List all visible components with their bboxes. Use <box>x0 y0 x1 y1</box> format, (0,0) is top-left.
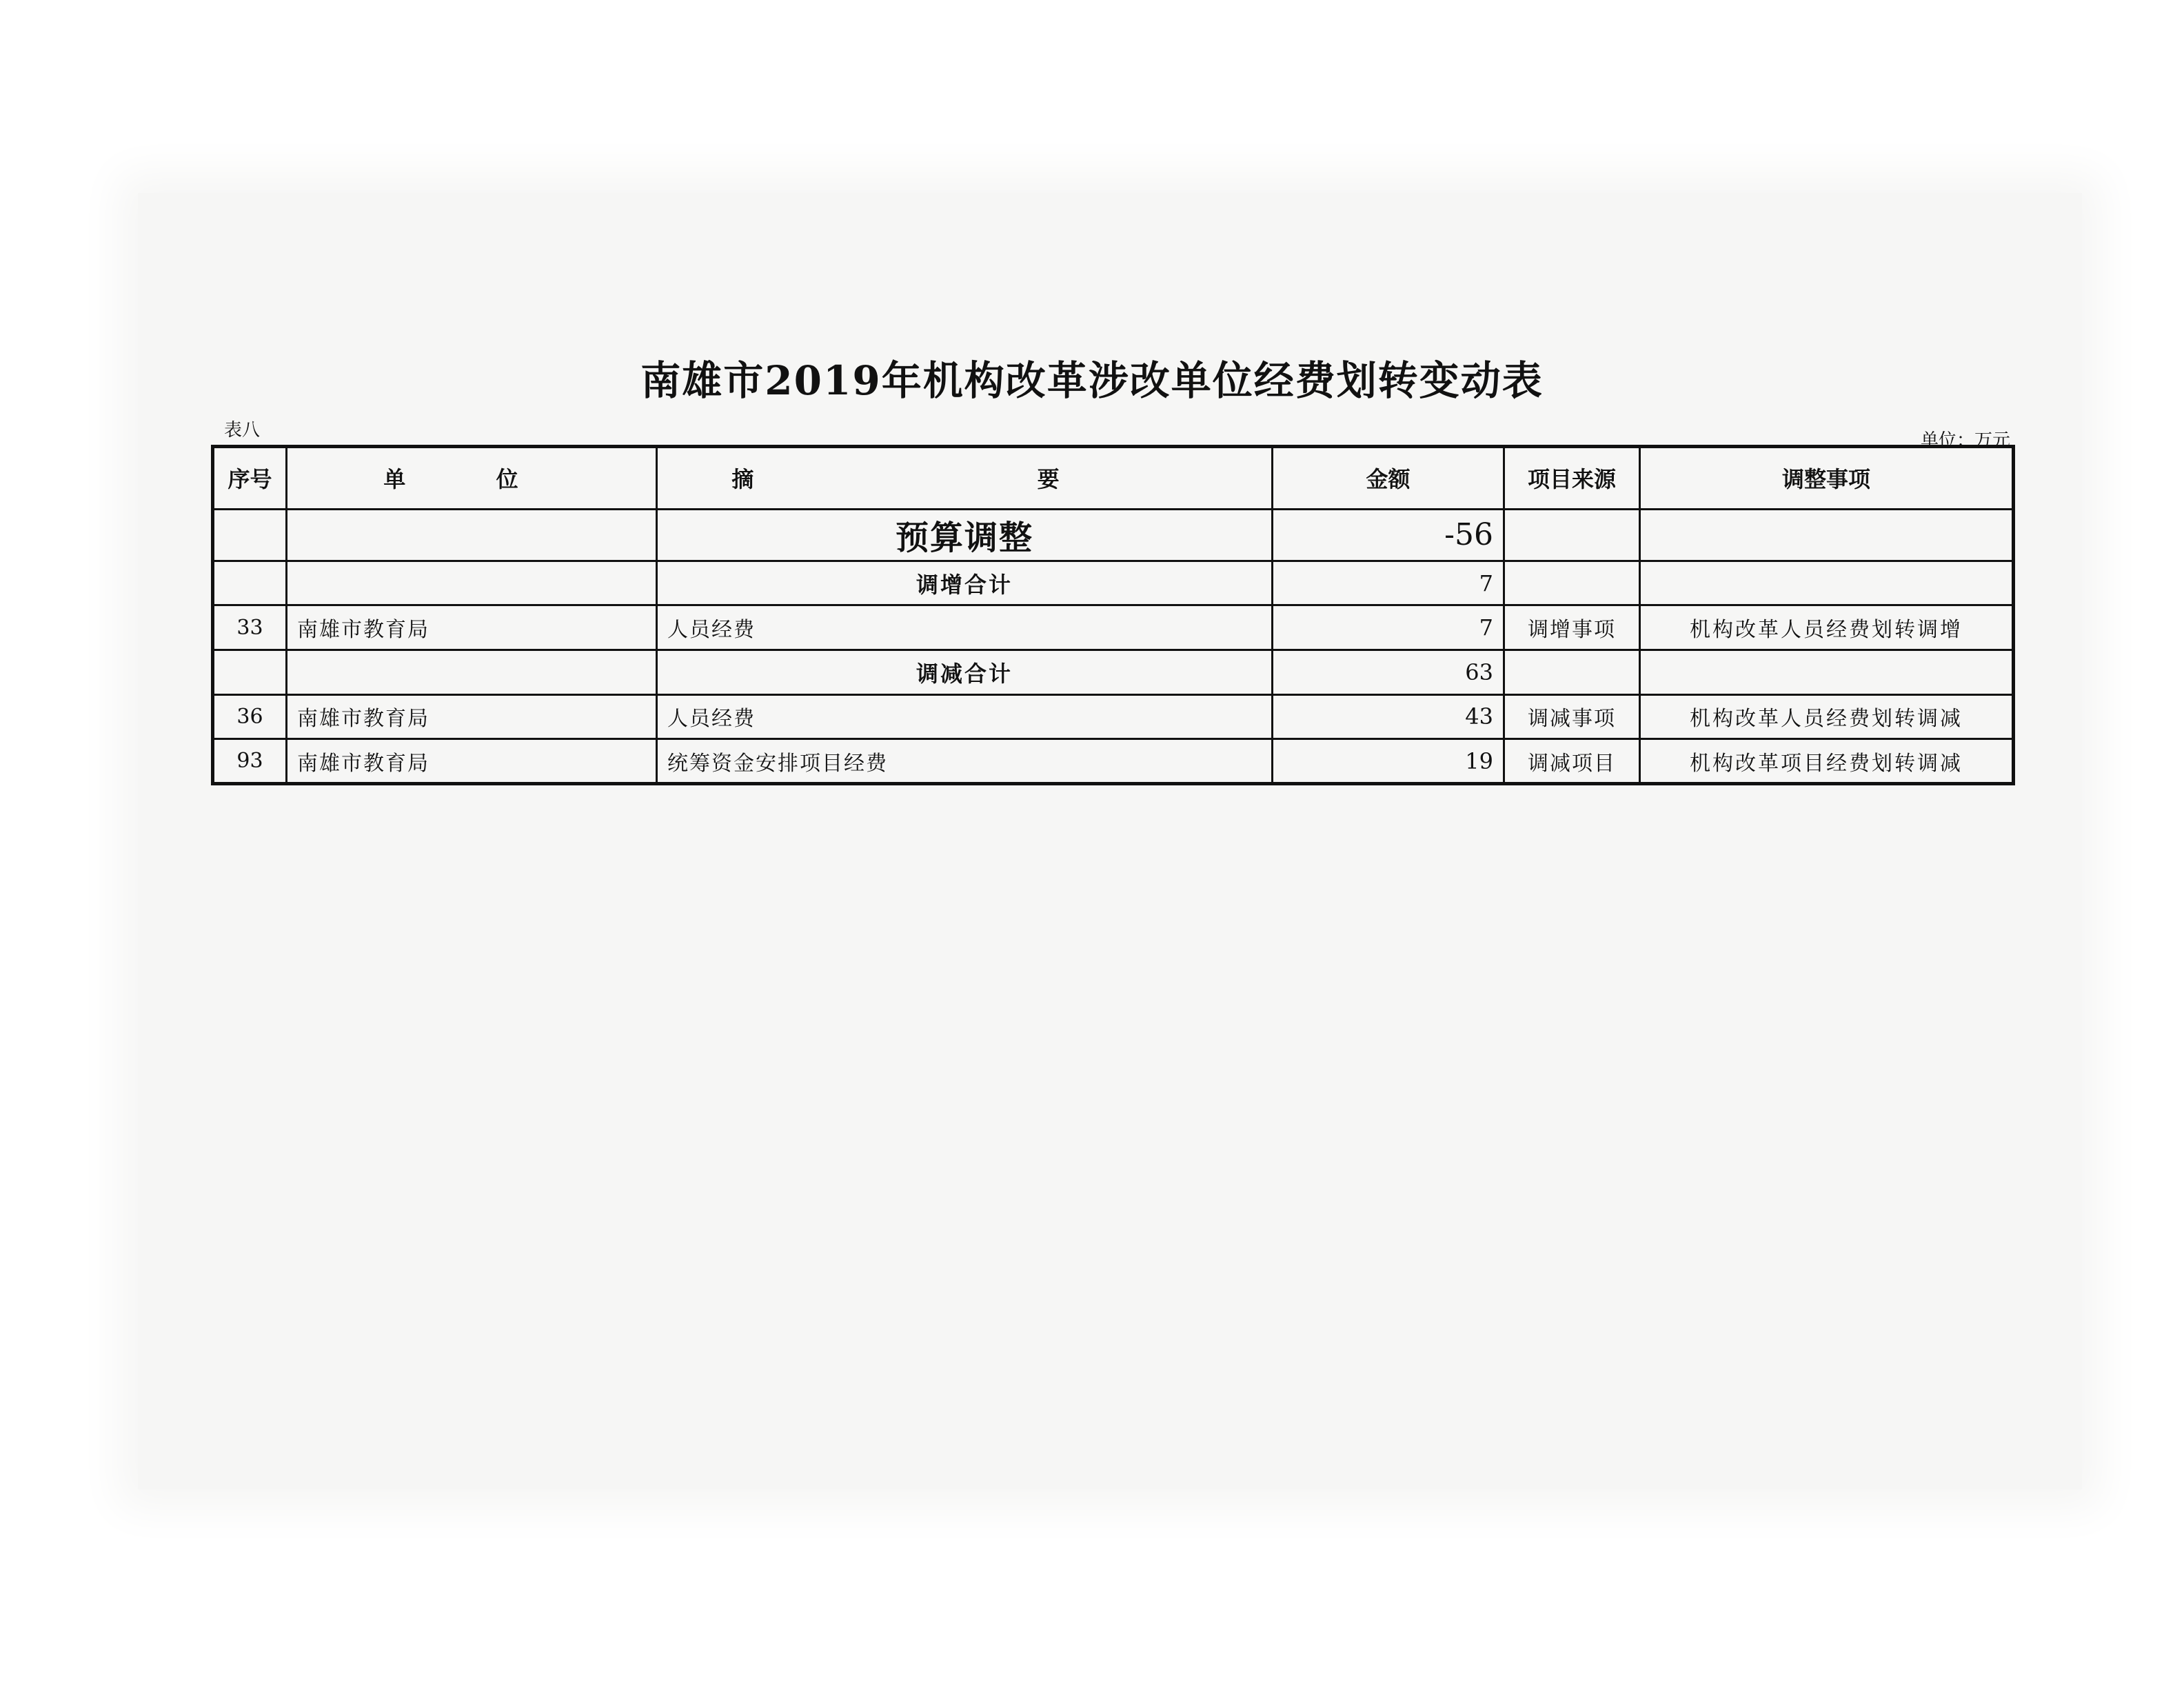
table-row <box>213 694 2014 739</box>
row-unit: 南雄市教育局 <box>287 605 657 650</box>
increase-total-row <box>213 561 2014 605</box>
increase-total-amount: 7 <box>1273 561 1504 605</box>
row-matter: 机构改革人员经费划转调减 <box>1640 694 2014 739</box>
row-seq: 33 <box>213 605 287 650</box>
row-seq: 93 <box>213 739 287 784</box>
decrease-total-amount: 63 <box>1273 650 1504 694</box>
row-matter: 机构改革人员经费划转调增 <box>1640 605 2014 650</box>
row-source: 调增事项 <box>1504 605 1640 650</box>
budget-total-row <box>213 509 2014 561</box>
row-source: 调减项目 <box>1504 739 1640 784</box>
row-matter: 机构改革项目经费划转调减 <box>1640 739 2014 784</box>
row-summary: 人员经费 <box>657 694 1273 739</box>
table-header-row <box>213 447 2014 510</box>
row-source: 调减事项 <box>1504 694 1640 739</box>
unit-note: 单位：万元 <box>1920 430 2010 451</box>
row-summary: 统筹资金安排项目经费 <box>657 739 1273 784</box>
table-row <box>213 605 2014 650</box>
row-amount: 43 <box>1273 694 1504 739</box>
budget-total-amount: -56 <box>1273 509 1504 561</box>
header-matter: 调整事项 <box>1640 447 2014 510</box>
decrease-total-label: 调减合计 <box>657 650 1273 694</box>
decrease-total-row <box>213 650 2014 694</box>
header-source: 项目来源 <box>1504 447 1640 510</box>
budget-transfer-table <box>211 445 2015 785</box>
row-unit: 南雄市教育局 <box>287 739 657 784</box>
increase-total-label: 调增合计 <box>657 561 1273 605</box>
budget-total-label: 预算调整 <box>657 509 1273 561</box>
row-amount: 7 <box>1273 605 1504 650</box>
row-unit: 南雄市教育局 <box>287 694 657 739</box>
table-row <box>213 739 2014 784</box>
header-unit: 单 位 <box>287 447 657 510</box>
header-summary: 摘 要 <box>657 447 1273 510</box>
table-code: 表八 <box>224 420 261 441</box>
row-seq: 36 <box>213 694 287 739</box>
row-summary: 人员经费 <box>657 605 1273 650</box>
header-amount: 金额 <box>1273 447 1504 510</box>
document-title: 南雄市2019年机构改革涉改单位经费划转变动表 <box>640 357 1544 404</box>
row-amount: 19 <box>1273 739 1504 784</box>
header-seq: 序号 <box>213 447 287 510</box>
